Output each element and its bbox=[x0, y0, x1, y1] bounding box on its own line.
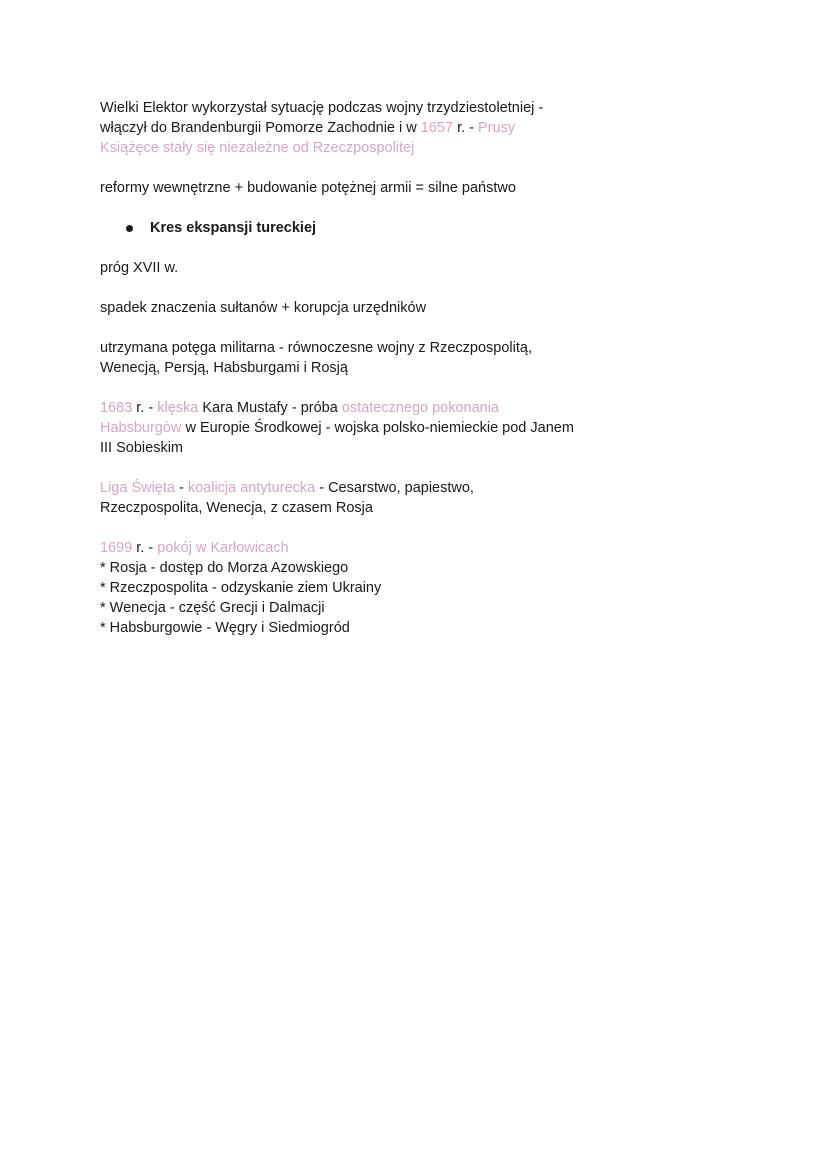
highlight-term: Habsburgów bbox=[100, 420, 182, 436]
paragraph-spadek: spadek znaczenia sułtanów + korupcja urzędników bbox=[100, 300, 427, 316]
highlight-term: Liga Święta bbox=[100, 480, 175, 496]
list-item: * Rzeczpospolita - odzyskanie ziem Ukrainy bbox=[100, 580, 382, 596]
highlight-term: Prusy bbox=[478, 120, 516, 136]
highlight-term: koalicja antyturecka bbox=[187, 480, 316, 496]
paragraph-reformy: reformy wewnętrzne + budowanie potężnej armii = silne państwo bbox=[100, 180, 516, 196]
text-line bbox=[100, 538, 720, 558]
text-line bbox=[100, 398, 720, 418]
text-span: włączył do Brandenburgii Pomorze Zachodnie i w bbox=[100, 120, 421, 136]
list-item: * Rosja - dostęp do Morza Azowskiego bbox=[100, 560, 349, 576]
text-span: - bbox=[174, 480, 188, 496]
text-span: r. - bbox=[453, 120, 479, 136]
highlight-term: klęska bbox=[157, 400, 199, 416]
list-item: * Wenecja - część Grecji i Dalmacji bbox=[100, 600, 325, 616]
document-body bbox=[100, 98, 720, 638]
text-line bbox=[100, 418, 720, 438]
text-line: utrzymana potęga militarna - równoczesne wojny z Rzeczpospolitą, bbox=[100, 340, 532, 356]
bullet-icon bbox=[126, 225, 133, 232]
paragraph-1683 bbox=[100, 398, 720, 458]
paragraph-prog: próg XVII w. bbox=[100, 260, 179, 276]
highlight-year: 1657 bbox=[420, 120, 454, 136]
text-line bbox=[100, 478, 720, 498]
text-line: III Sobieskim bbox=[100, 440, 183, 456]
text-span: r. - bbox=[132, 400, 158, 416]
highlight-line: Książęce stały się niezależne od Rzeczpospolitej bbox=[100, 140, 415, 156]
highlight-year: 1683 bbox=[100, 400, 133, 416]
text-line bbox=[100, 118, 720, 138]
list-item: * Habsburgowie - Węgry i Siedmiogród bbox=[100, 620, 350, 636]
paragraph-potega bbox=[100, 338, 720, 378]
section-heading bbox=[126, 218, 720, 238]
highlight-term: ostatecznego pokonania bbox=[341, 400, 500, 416]
highlight-year: 1699 bbox=[100, 540, 133, 556]
text-span: Kara Mustafy - próba bbox=[198, 400, 342, 416]
paragraph-wielki-elektor bbox=[100, 98, 720, 158]
text-line: Wielki Elektor wykorzystał sytuację podczas wojny trzydziestoletniej - bbox=[100, 100, 544, 116]
text-line: Wenecją, Persją, Habsburgami i Rosją bbox=[100, 360, 348, 376]
paragraph-1699 bbox=[100, 538, 720, 638]
text-span: - Cesarstwo, papiestwo, bbox=[315, 480, 474, 496]
text-line: Rzeczpospolita, Wenecja, z czasem Rosja bbox=[100, 500, 373, 516]
paragraph-liga bbox=[100, 478, 720, 518]
text-span: r. - bbox=[132, 540, 158, 556]
heading-text: Kres ekspansji tureckiej bbox=[150, 220, 317, 236]
highlight-term: pokój w Karłowicach bbox=[157, 540, 289, 556]
text-span: w Europie Środkowej - wojska polsko-niemieckie pod Janem bbox=[181, 420, 574, 436]
